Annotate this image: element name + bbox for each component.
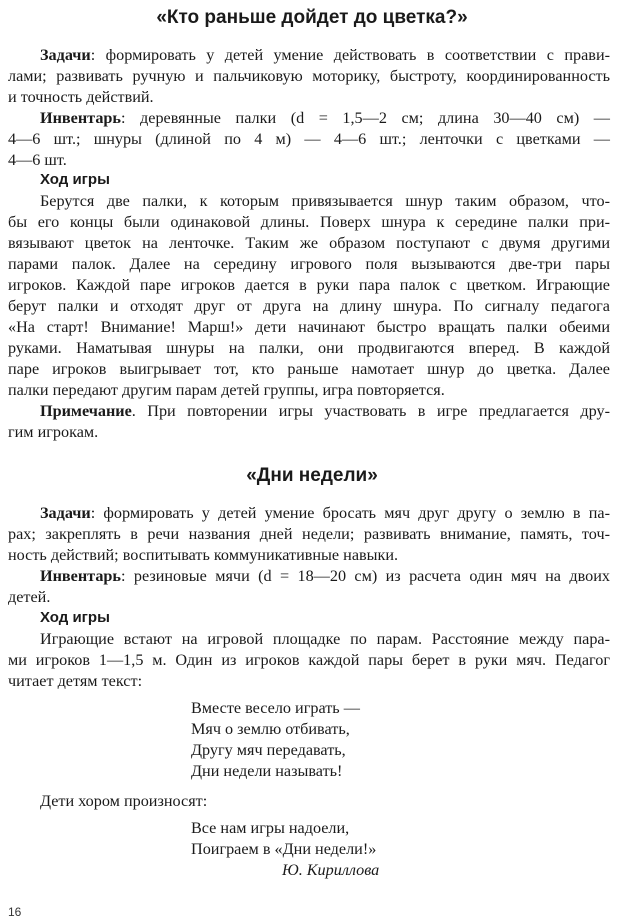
game1-inventory-line: 4—6 шт.; шнуры (длиной по 4 м) — 4—6 шт.; ленточки с цветками —	[8, 130, 610, 148]
game2-course-line: читает детям текст:	[8, 672, 143, 690]
poem-line: Другу мяч передавать,	[191, 741, 346, 759]
game1-course-line: Берутся две палки, к которым привязывается шнур таким образом, что-	[40, 192, 610, 210]
game1-course-line: «На старт! Внимание! Марш!» дети начинают быстро вращать палки обеими	[8, 318, 610, 336]
game1-course-line: руками. Наматывая шнуры на палки, они продвигаются вперед. В каждой	[8, 339, 610, 357]
game2-course-line: Играющие встают на игровой площадке по парам. Расстояние между пара-	[40, 630, 610, 648]
game2-course-heading: Ход игры	[40, 609, 110, 626]
chorus-line: Дети хором произносят:	[40, 792, 208, 810]
game1-course-line: парами палок. Далее на середину игрового поля вызываются две-три пары	[8, 255, 610, 273]
poem-line: Дни недели называть!	[191, 762, 343, 780]
game1-tasks-line: лами; развивать ручную и пальчиковую моторику, быстроту, координированность	[8, 67, 610, 85]
game1-note-label: Примечание	[40, 402, 132, 420]
poem-line: Все нам игры надоели,	[191, 819, 350, 837]
page-number: 16	[8, 905, 22, 919]
game2-inventory-label: Инвентарь	[40, 567, 121, 585]
game2-tasks-line: рах; закреплять в речи названия дней недели; развивать внимание, память, точ-	[8, 525, 610, 543]
game1-inventory-line: Инвентарь: деревянные палки (d = 1,5—2 см; длина 30—40 см) —	[40, 109, 610, 127]
game1-course-line: берут палки и отходят друг от друга на длину шнура. По сигналу педагога	[8, 297, 610, 315]
game1-title: «Кто раньше дойдет до цветка?»	[156, 7, 468, 28]
game1-note-line: Примечание. При повторении игры участвовать в игре предлагается дру-	[40, 402, 610, 420]
game2-tasks-line: ность действий; воспитывать коммуникативные навыки.	[8, 546, 399, 564]
poem-line: Вместе весело играть —	[191, 699, 360, 717]
game1-course-line: паре игроков выигрывает тот, кто раньше намотает шнур до цветка. Далее	[8, 360, 610, 378]
game2-inventory-line: Инвентарь: резиновые мячи (d = 18—20 см) из расчета один мяч на двоих	[40, 567, 610, 585]
game1-tasks-line: Задачи: формировать у детей умение действовать в соответствии с прави-	[40, 46, 610, 64]
poem-line: Поиграем в «Дни недели!»	[191, 840, 377, 858]
game1-inventory-line: 4—6 шт.	[8, 151, 67, 169]
game1-course-line: палки передают другим парам детей группы, игра повторяется.	[8, 381, 445, 399]
game2-tasks-line: Задачи: формировать у детей умение бросать мяч друг другу о землю в па-	[40, 504, 610, 522]
game2-course-line: ми игроков 1—1,5 м. Один из игроков каждой пары берет в руки мяч. Педагог	[8, 651, 610, 669]
game1-course-line: вязывают цветок на ленточке. Таким же образом поступают с двумя другими	[8, 234, 610, 252]
game1-tasks-label: Задачи	[40, 46, 91, 64]
game1-course-heading: Ход игры	[40, 171, 110, 188]
game1-note-line: гим игрокам.	[8, 423, 99, 441]
game2-title: «Дни недели»	[246, 465, 378, 486]
poem-line: Мяч о землю отбивать,	[191, 720, 350, 738]
game2-inventory-line: детей.	[8, 588, 51, 606]
game1-course-line: игроков. Каждой паре игроков дается в руки пара палок с цветком. Играющие	[8, 276, 610, 294]
game1-course-line: бы его концы были одинаковой длины. Поверх шнура к середине палки при-	[8, 213, 610, 231]
game2-tasks-label: Задачи	[40, 504, 91, 522]
poem-author: Ю. Кириллова	[282, 861, 380, 879]
game1-inventory-label: Инвентарь	[40, 109, 121, 127]
game1-tasks-line: и точность действий.	[8, 88, 154, 106]
